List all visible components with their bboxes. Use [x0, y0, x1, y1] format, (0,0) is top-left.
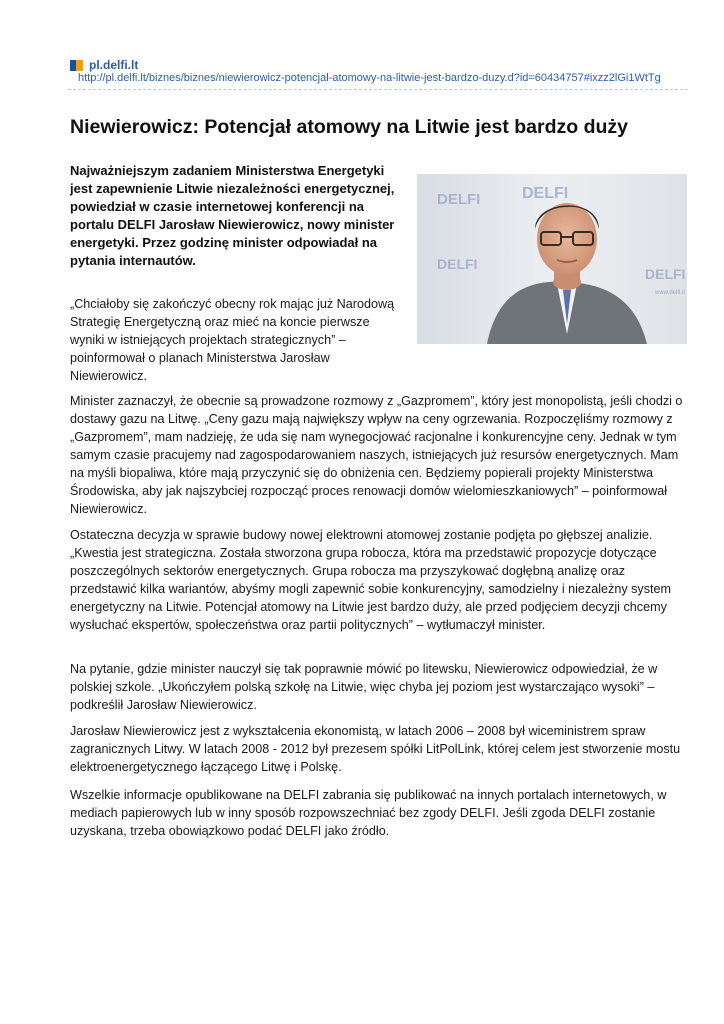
article-paragraph: Minister zaznaczył, że obecnie są prowadzone rozmowy z „Gazpromem”, który jest monopolistą, jeśli chodzi o dostawy gazu na Litwę. „Ceny gazu mają największy wpływ na ceny ogrzewania. Rozpoczęliśmy rozmowy z „Gazpromem”, mam nadzieję, że uda się nam wynegocjować racjonalne i konkurencyjne ceny. Jednak w tym samym czasie pracujemy nad zagospodarowaniem naszych, istniejących już resursów energetycznych. Mam na myśli biopaliwa, które mają przyczynić się do obniżenia cen. Będziemy popierali projekty Ministerstwa Środowiska, aby jak najszybciej rozpocząć proces renowacji domów wielomieszkaniowych” – poinformował Niewierowicz.	[70, 394, 683, 516]
article-lead: Najważniejszym zadaniem Ministerstwa Energetyki jest zapewnienie Litwie niezależności energetycznej, powiedział w czasie internetowej konferencji na portalu DELFI Jarosław Niewierowicz, nowy minister energetyki. Przez godzinę minister odpowiadał na pytania internautów.	[70, 163, 395, 268]
article-paragraph: Wszelkie informacje opublikowane na DELFI zabrania się publikować na innych portalach internetowych, w mediach papierowych lub w inny sposób rozpowszechniać bez zgody DELFI. Jeśli zgoda DELFI zostanie uzyskana, trzeba obowiązkowo podać DELFI jako źródło.	[70, 788, 667, 838]
svg-text:DELFI: DELFI	[645, 266, 686, 282]
article-paragraph: Na pytanie, gdzie minister nauczył się tak poprawnie mówić po litewsku, Niewierowicz odpowiedział, że w polskiej szkole. „Ukończyłem polską szkołę na Litwie, więc chyba jej poziom jest wystarczająco wysoki” – podkreślił Jarosław Niewierowicz.	[70, 662, 658, 712]
article-paragraph: Ostateczna decyzja w sprawie budowy nowej elektrowni atomowej zostanie podjęta po głębszej analizie. „Kwestia jest strategiczna. Została stworzona grupa robocza, która ma przedstawić propozycje dotyczące poszczególnych sektorów energetycznych. Grupa robocza ma przyszykować dogłębną analizę oraz przedstawić kilka wariantów, abyśmy mogli zapewnić sobie konkurencyjny, samodzielny i niezależny system energetyczny na Litwie. Potencjał atomowy na Litwie jest bardzo duży, ale przed podjęciem decyzji chcemy wysłuchać ekspertów, społeczeństwa oraz partii politycznych” – wytłumaczył minister.	[70, 528, 672, 632]
svg-text:DELFI: DELFI	[437, 191, 481, 208]
article-paragraph: Jarosław Niewierowicz jest z wykształcenia ekonomistą, w latach 2006 – 2008 był wiceministrem spraw zagranicznych Litwy. W latach 2008 - 2012 był prezesem spółki LitPolLink, której celem jest stworzenie mostu elektroenergetycznego łączącego Litwę i Polskę.	[70, 724, 681, 774]
header-divider	[68, 89, 688, 90]
svg-text:DELFI: DELFI	[522, 185, 569, 202]
article-paragraph: „Chciałoby się zakończyć obecny rok mając już Narodową Strategię Energetyczną oraz mieć na koncie pierwsze wyniki w istniejących projektach strategicznych” – poinformował o planach Ministerstwa Jarosław Niewierowicz.	[70, 297, 395, 383]
site-row	[70, 58, 138, 72]
svg-text:www.delfi.lt: www.delfi.lt	[655, 290, 686, 296]
svg-text:DELFI: DELFI	[437, 256, 478, 272]
site-name-link[interactable]: pl.delfi.lt	[89, 58, 139, 72]
delfi-favicon-icon	[70, 60, 83, 71]
article-photo	[417, 174, 687, 344]
minister-photo-illustration	[417, 174, 687, 344]
article-title: Niewierowicz: Potencjał atomowy na Litwie jest bardzo duży	[70, 116, 629, 138]
source-header	[70, 58, 138, 72]
source-url-link[interactable]: http://pl.delfi.lt/biznes/biznes/niewierowicz-potencjal-atomowy-na-litwie-jest-bardzo-duzy.d?id=60434757#ixzz2lGi1WtTg	[78, 72, 661, 84]
